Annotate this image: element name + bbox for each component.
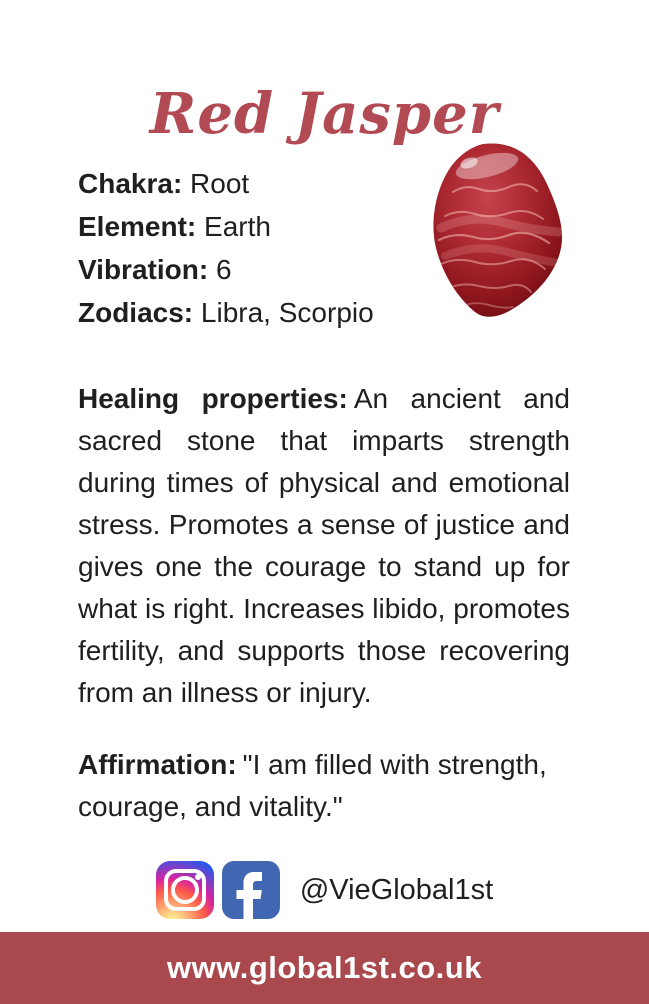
healing-properties-text: An ancient and sacred stone that imparts strength during times of physical and emotional stress. Promotes a sense of justice and gives one the courage to stand up for what is right. Increases libido, promotes fertility, and supports those recovering from an illness or injury. <box>78 383 570 708</box>
footer-bar <box>0 932 649 1004</box>
instagram-flash-dot <box>195 874 201 880</box>
facebook-icon[interactable] <box>222 861 280 919</box>
property-label: Zodiacs: <box>78 297 194 328</box>
red-jasper-stone-image <box>423 136 573 328</box>
social-row <box>0 861 649 919</box>
property-chakra <box>78 162 374 205</box>
property-label: Vibration: <box>78 254 209 285</box>
affirmation-label: Affirmation: <box>78 749 237 780</box>
properties-list <box>78 162 374 334</box>
affirmation-text: "I am filled with strength, courage, and vitality." <box>78 749 547 822</box>
page-title: Red Jasper <box>149 80 500 147</box>
property-zodiacs <box>78 291 374 334</box>
healing-properties-label: Healing properties: <box>78 383 348 414</box>
property-vibration <box>78 248 374 291</box>
instagram-camera-lens <box>171 876 199 904</box>
property-value: 6 <box>215 254 232 285</box>
footer-url[interactable]: www.global1st.co.uk <box>167 950 482 985</box>
property-value: Earth <box>204 211 271 242</box>
affirmation-paragraph <box>78 744 570 828</box>
property-label: Chakra: <box>78 168 183 199</box>
property-element <box>78 205 374 248</box>
instagram-icon[interactable] <box>156 861 214 919</box>
property-value: Root <box>190 168 250 199</box>
property-value: Libra, Scorpio <box>200 297 374 328</box>
social-handle: @VieGlobal1st <box>299 873 494 906</box>
property-label: Element: <box>78 211 197 242</box>
healing-properties-paragraph <box>78 378 570 714</box>
